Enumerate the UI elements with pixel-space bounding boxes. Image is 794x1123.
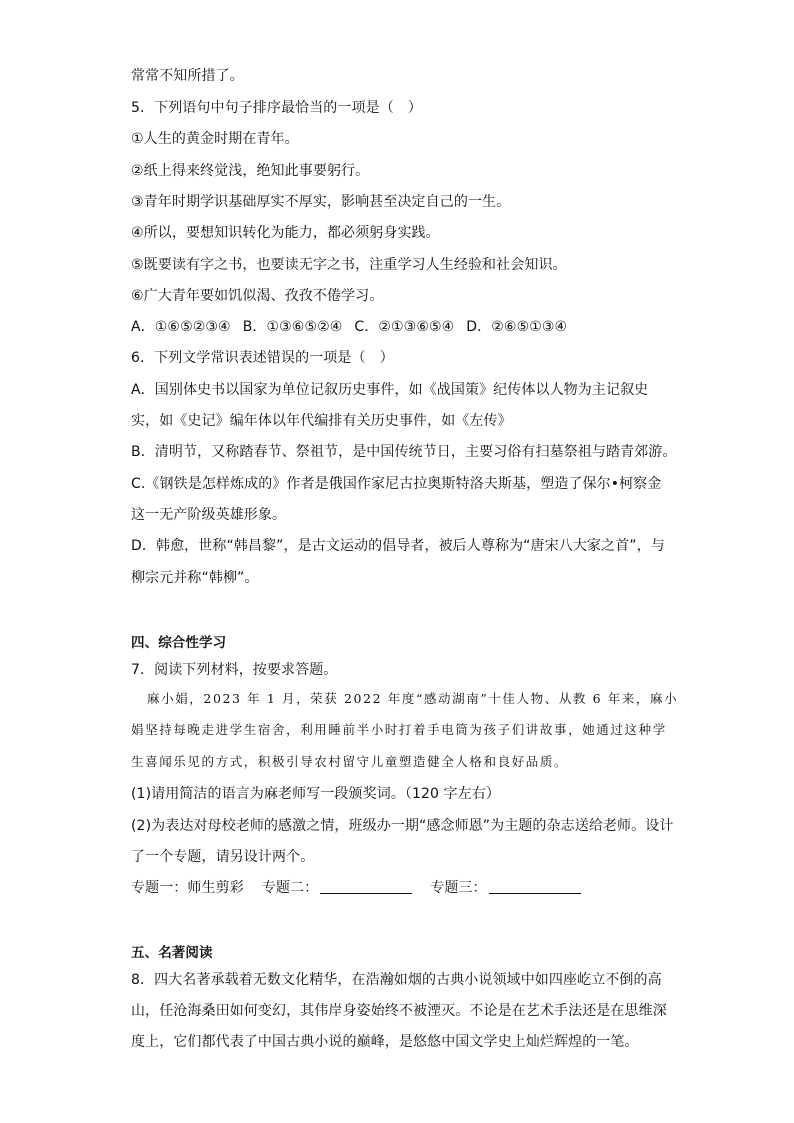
- topic-1: 专题一：师生剪彩: [131, 880, 244, 896]
- option-c-line-1[interactable]: C.《钢铁是怎样炼成的》作者是俄国作家尼古拉奥斯特洛夫斯基，塑造了保尔•柯察金: [131, 476, 662, 492]
- topic-2-label: 专题二：: [261, 880, 319, 896]
- option-d-line-2[interactable]: 柳宗元并称“韩柳”。: [131, 570, 259, 586]
- question-7-2-line-2: 了一个专题，请另设计两个。: [131, 849, 315, 865]
- question-7-2-line-1: (2)为表达对母校老师的感激之情，班级办一期“感念师恩”为主题的杂志送给老师。设计: [131, 818, 674, 834]
- question-7-stem: 7．阅读下列材料，按要求答题。: [131, 662, 338, 678]
- question-8-line-1: 8．四大名著承载着无数文化精华，在浩瀚如烟的古典小说领域中如四座屹立不倒的高: [131, 972, 662, 988]
- option-a-line-1[interactable]: A．国别体史书以国家为单位记叙历史事件，如《战国策》纪传体以人物为主记叙史: [131, 382, 649, 398]
- option-c-line-2[interactable]: 这一无产阶级英雄形象。: [131, 507, 287, 523]
- option-d-line-1[interactable]: D．韩愈，世称“韩昌黎”，是古文运动的倡导者，被后人尊称为“唐宋八大家之首”，与: [131, 538, 665, 554]
- question-7-1: (1)请用简洁的语言为麻老师写一段颁奖词。（120 字左右）: [131, 786, 501, 802]
- question-6-stem: 6．下列文学常识表述错误的一项是（ ）: [131, 350, 394, 366]
- section-5-heading: 五、名著阅读: [131, 945, 213, 961]
- material-line-3: 生喜闻乐见的方式，积极引导农村留守儿童塑造健全人格和良好品质。: [131, 754, 569, 769]
- topic-3-blank[interactable]: [489, 879, 581, 894]
- topics-row: [131, 878, 581, 898]
- sentence-2: ②纸上得来终觉浅，绝知此事要躬行。: [131, 163, 370, 179]
- option-a-line-2[interactable]: 实，如《史记》编年体以年代编排有关历史事件，如《左传》: [131, 413, 512, 429]
- sentence-1: ①人生的黄金时期在青年。: [131, 131, 299, 147]
- sentence-5: ⑤既要读有字之书，也要读无字之书，注重学习人生经验和社会知识。: [131, 257, 567, 273]
- option-d[interactable]: D．②⑥⑤①③④: [466, 319, 568, 335]
- option-c[interactable]: C．②①③⑥⑤④: [354, 319, 455, 335]
- material-line-2: 娟坚持每晚走进学生宿舍，利用睡前半小时打着手电筒为孩子们讲故事，她通过这种学: [131, 722, 667, 737]
- question-8-line-3: 度上，它们都代表了中国古典小说的巅峰，是悠悠中国文学史上灿烂辉煌的一笔。: [131, 1034, 639, 1050]
- option-a[interactable]: A．①⑥⑤②③④: [131, 319, 231, 335]
- sentence-4: ④所以，要想知识转化为能力，都必须躬身实践。: [131, 225, 440, 241]
- question-5-options: [131, 317, 567, 337]
- sentence-6: ⑥广大青年要如饥似渴、孜孜不倦学习。: [131, 288, 384, 304]
- topic-2-blank[interactable]: [320, 879, 412, 894]
- question-5-stem: 5．下列语句中句子排序最恰当的一项是（ ）: [131, 100, 423, 116]
- topic-3-label: 专题三：: [430, 880, 487, 896]
- section-4-heading: 四、综合性学习: [131, 635, 227, 651]
- material-line-1: 麻小娟，2023 年 1 月，荣获 2022 年度“感动湖南”十佳人物、从教 6 年来，麻小: [147, 691, 679, 706]
- sentence-3: ③青年时期学识基础厚实不厚实，影响甚至决定自己的一生。: [131, 194, 511, 210]
- question-8-line-2: 山，任沧海桑田如何变幻，其伟岸身姿始终不被湮灭。不论是在艺术手法还是在思维深: [131, 1003, 667, 1019]
- option-b[interactable]: B．①③⑥⑤②④: [242, 319, 343, 335]
- text-line: 常常不知所措了。: [131, 68, 244, 84]
- option-b[interactable]: B．清明节，又称踏春节、祭祖节，是中国传统节日，主要习俗有扫墓祭祖与踏青郊游。: [131, 444, 677, 460]
